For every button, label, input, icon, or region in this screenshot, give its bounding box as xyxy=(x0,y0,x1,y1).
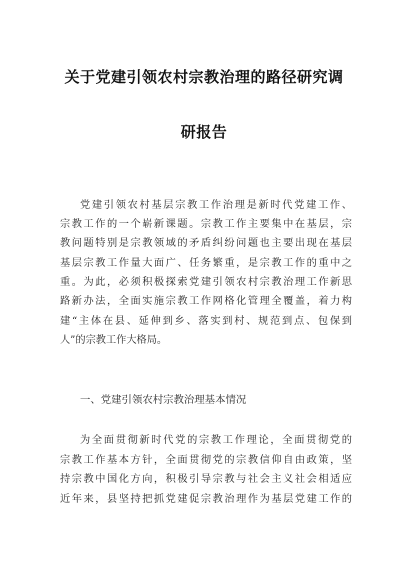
paragraph-1-line-4: 基层宗教工作量大面广、任务繁重，是宗教工作的重中之 xyxy=(60,258,352,269)
document-title-line-2: 研报告 xyxy=(180,123,228,141)
paragraph-2-line-1: 为全面贯彻新时代党的宗教工作理论，全面贯彻党的 xyxy=(80,435,352,446)
document-title-line-1: 关于党建引领农村宗教治理的路径研究调 xyxy=(64,68,344,86)
paragraph-1-line-2: 宗教工作的一个崭新课题。宗教工作主要集中在基层，宗 xyxy=(60,219,352,230)
paragraph-1-line-3: 教问题特别是宗教领域的矛盾纠纷问题也主要出现在基层 xyxy=(60,238,352,249)
paragraph-1-line-8: 人”的宗教工作大格局。 xyxy=(60,335,168,346)
section-heading: 一、党建引领农村宗教治理基本情况 xyxy=(80,394,247,406)
paragraph-1-line-7: 建“主体在县、延伸到乡、落实到村、规范到点、包保到 xyxy=(60,316,352,327)
paragraph-2-line-3: 持宗教中国化方向，积极引导宗教与社会主义社会相适应 xyxy=(60,474,352,485)
paragraph-2-line-2: 宗教工作基本方针，全面贯彻党的宗教信仰自由政策，坚 xyxy=(60,455,352,466)
paragraph-2-line-4: 近年来，县坚持把抓党建促宗教治理作为基层党建工作的 xyxy=(60,494,352,505)
paragraph-1-line-1: 党建引领农村基层宗教工作治理是新时代党建工作、 xyxy=(80,200,352,211)
paragraph-1-line-6: 路新办法，全面实施宗教工作网格化管理全覆盖，着力构 xyxy=(60,296,352,307)
paragraph-1-line-5: 重。为此，必须积极探索党建引领农村宗教治理工作新思 xyxy=(60,277,352,288)
